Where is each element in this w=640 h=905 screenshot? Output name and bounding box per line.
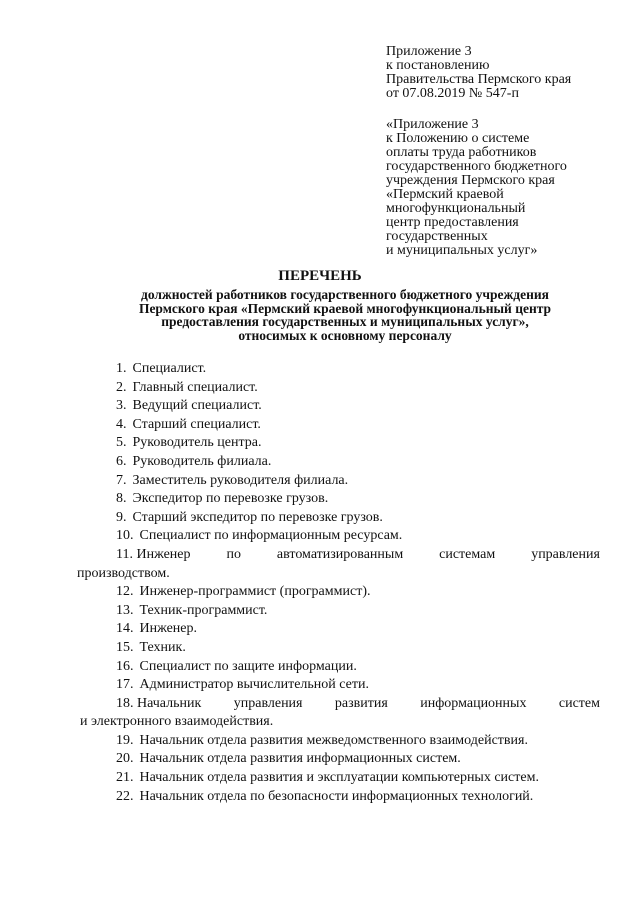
list-item-text: Старший экспедитор по перевозке грузов. [132, 509, 383, 525]
list-item [80, 750, 600, 769]
header-line: центр предоставления [386, 215, 519, 230]
list-item-text: Экспедитор по перевозке грузов. [132, 491, 329, 507]
list-item [80, 416, 600, 435]
list-item-text: Инженер-программист (программист). [139, 584, 371, 600]
list-item-number: 21. [116, 770, 134, 786]
list-item-word: управления [233, 695, 303, 711]
list-item-number: 4. [116, 416, 127, 432]
list-item-number: 12. [116, 584, 134, 600]
list-item [80, 639, 600, 658]
list-item-number: 15. [116, 639, 134, 655]
list-item [80, 472, 600, 491]
list-item-text: Старший специалист. [132, 416, 261, 432]
list-item-text: Руководитель филиала. [132, 453, 272, 469]
document-subtitle [90, 288, 600, 342]
list-item-number: 8. [116, 491, 127, 507]
positions-list [77, 360, 600, 806]
list-item-first-line [80, 546, 600, 565]
list-item [80, 379, 600, 398]
list-item-text: Главный специалист. [132, 379, 258, 395]
list-item-word: управления [531, 546, 600, 562]
subtitle-line: Пермского края «Пермский краевой многофункциональный центр [138, 300, 552, 316]
header-line: Приложение 3 [386, 44, 472, 59]
header-line: к Положению о системе [386, 131, 530, 146]
list-item [80, 732, 600, 751]
appendix-header-regulation [386, 118, 567, 258]
list-item-number: 5. [116, 435, 127, 451]
header-line: оплаты труда работников [386, 145, 537, 160]
header-line: к постановлению [386, 58, 490, 73]
list-item-first-line [80, 695, 600, 714]
list-item [80, 620, 600, 639]
list-item-text: Инженер. [139, 621, 198, 637]
list-item [80, 658, 600, 677]
header-line: и муниципальных услуг» [386, 243, 538, 258]
list-item-word: развития [334, 695, 388, 711]
header-line: многофункциональный [386, 201, 526, 216]
list-item-number: 19. [116, 732, 134, 748]
list-item-word: информационных [420, 695, 527, 711]
list-item-number: 14. [116, 621, 134, 637]
list-item-number: 22. [116, 788, 134, 804]
list-item-number: 20. [116, 751, 134, 767]
header-line: государственного бюджетного [386, 159, 567, 174]
list-item-word: системам [439, 546, 496, 562]
list-item-number: 18. Начальник [116, 695, 202, 711]
document-title: ПЕРЕЧЕНЬ [278, 268, 362, 284]
list-item [80, 695, 600, 732]
list-item-text: Техник. [139, 639, 186, 655]
list-item-number: 17. [116, 677, 134, 693]
list-item-number: 11. Инженер [116, 546, 191, 562]
list-item-text: Руководитель центра. [132, 435, 262, 451]
list-item [80, 453, 600, 472]
list-item-number: 16. [116, 658, 134, 674]
list-item-text: Начальник отдела развития и эксплуатации компьютерных систем. [139, 770, 539, 786]
list-item-text: Начальник отдела развития межведомственного взаимодействия. [139, 732, 528, 748]
list-item [80, 788, 600, 807]
list-item-number: 13. [116, 602, 134, 618]
list-item-number: 10. [116, 528, 134, 544]
appendix-header-resolution [386, 45, 571, 101]
list-item [80, 676, 600, 695]
list-item [80, 360, 600, 379]
list-item [80, 509, 600, 528]
list-item-continuation: и электронного взаимодействия. [80, 714, 274, 730]
list-item-continuation: производством. [77, 565, 170, 581]
list-item [80, 602, 600, 621]
list-item-text: Специалист по информационным ресурсам. [139, 528, 403, 544]
subtitle-line: должностей работников государственного бюджетного учреждения [141, 287, 549, 302]
list-item [80, 769, 600, 788]
list-item-word: систем [558, 695, 600, 711]
list-item [80, 490, 600, 509]
header-line: от 07.08.2019 № 547-п [386, 86, 519, 101]
list-item-text: Начальник отдела по безопасности информационных технологий. [139, 788, 534, 804]
list-item [80, 527, 600, 546]
list-item-text: Заместитель руководителя филиала. [132, 472, 349, 488]
list-item-number: 9. [116, 509, 127, 525]
list-item-word: автоматизированным [276, 546, 404, 562]
list-item [80, 434, 600, 453]
list-item-text: Специалист. [132, 361, 207, 376]
list-item-text: Ведущий специалист. [132, 398, 262, 414]
header-line: Правительства Пермского края [386, 72, 572, 87]
header-line: государственных [386, 229, 488, 244]
list-item-number: 1. [116, 361, 127, 376]
list-item [80, 397, 600, 416]
list-item-number: 2. [116, 379, 127, 395]
list-item-text: Специалист по защите информации. [139, 658, 357, 674]
list-item-word: по [226, 546, 241, 562]
list-item-text: Техник-программист. [139, 602, 268, 618]
list-item-number: 6. [116, 453, 127, 469]
list-item [77, 546, 600, 583]
subtitle-line: относимых к основному персоналу [238, 327, 452, 343]
list-item-text: Начальник отдела развития информационных систем. [139, 751, 461, 767]
header-line: «Приложение 3 [386, 117, 479, 132]
header-line: учреждения Пермского края [386, 173, 555, 188]
list-item-text: Администратор вычислительной сети. [139, 677, 369, 693]
list-item [80, 583, 600, 602]
list-item-number: 3. [116, 398, 127, 414]
list-item-number: 7. [116, 472, 127, 488]
subtitle-line: предоставления государственных и муниципальных услуг», [161, 314, 529, 329]
header-line: «Пермский краевой [386, 187, 504, 202]
